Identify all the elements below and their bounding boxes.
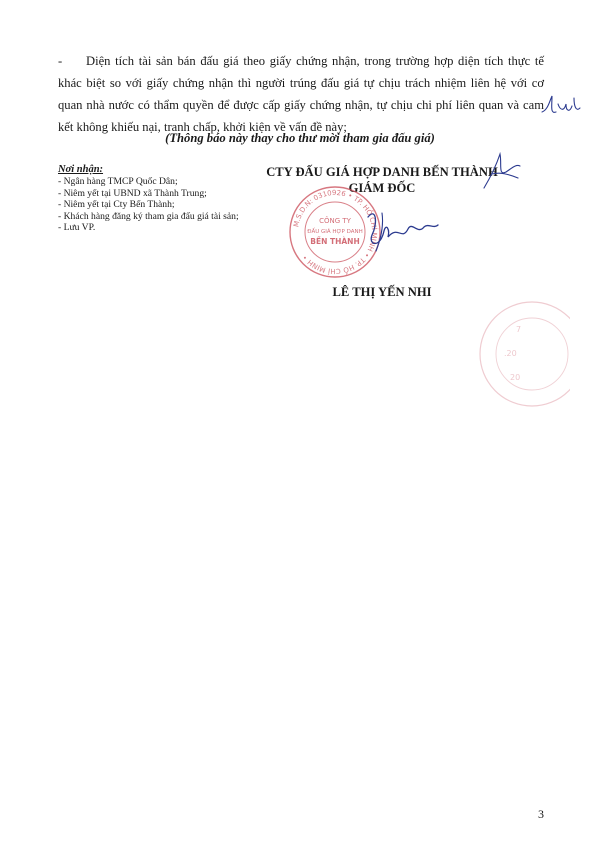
company-name: CTY ĐẤU GIÁ HỢP DANH BẾN THÀNH xyxy=(266,165,498,179)
paragraph-text: Diện tích tài sản bán đấu giá theo giấy chứng nhận, trong trường hợp diện tích thực tế khác biệt so với giấy chứng nhận thì người trúng đấu giá tự chịu trách nhiệm liên hệ với cơ quan nhà nước có thẩm quyền để được cấp giấy chứng nhận, tự chịu chi phí liên quan và cam kết không khiếu nại, tranh chấp, khởi kiện về vấn đề này; xyxy=(58,54,544,134)
director-name: LÊ THỊ YẾN NHI xyxy=(332,285,432,299)
svg-text:CÔNG TY: CÔNG TY xyxy=(319,217,351,225)
recipient-item: - Niêm yết tại UBND xã Thành Trung; xyxy=(58,187,207,199)
recipient-item: - Ngân hàng TMCP Quốc Dân; xyxy=(58,176,178,188)
overlap-seal xyxy=(470,292,570,416)
svg-text:7: 7 xyxy=(516,325,522,334)
svg-text:BẾN THÀNH: BẾN THÀNH xyxy=(310,237,360,246)
recipient-item: - Niêm yết tại Cty Bến Thành; xyxy=(58,199,175,211)
svg-text:ĐẤU GIÁ HỢP DANH: ĐẤU GIÁ HỢP DANH xyxy=(307,229,363,235)
recipients-block xyxy=(58,164,258,233)
recipient-item: - Lưu VP. xyxy=(58,222,96,234)
svg-text:.20: .20 xyxy=(504,349,517,358)
page-number: 3 xyxy=(538,807,544,821)
recipient-item: - Khách hàng đăng ký tham gia đấu giá tài sản; xyxy=(58,210,239,222)
recipients-list xyxy=(58,176,258,233)
margin-initials xyxy=(540,90,582,120)
director-title: GIÁM ĐỐC xyxy=(348,181,416,195)
svg-text:M.S.D.N: 0310926 • TP. HỒ CHÍ: M.S.D.N: 0310926 • TP. HỒ CHÍ MINH • TP. HỒ CHÍ MINH • xyxy=(292,188,379,276)
svg-text:20: 20 xyxy=(510,373,521,382)
initials-mark xyxy=(478,148,524,194)
paragraph-bullet: - xyxy=(58,54,63,68)
recipients-title: Nơi nhận: xyxy=(58,164,104,175)
body-paragraph xyxy=(58,50,544,138)
director-signature xyxy=(362,205,442,255)
invitation-note: (Thông báo này thay cho thư mời tham gia đấu giá) xyxy=(165,131,435,145)
